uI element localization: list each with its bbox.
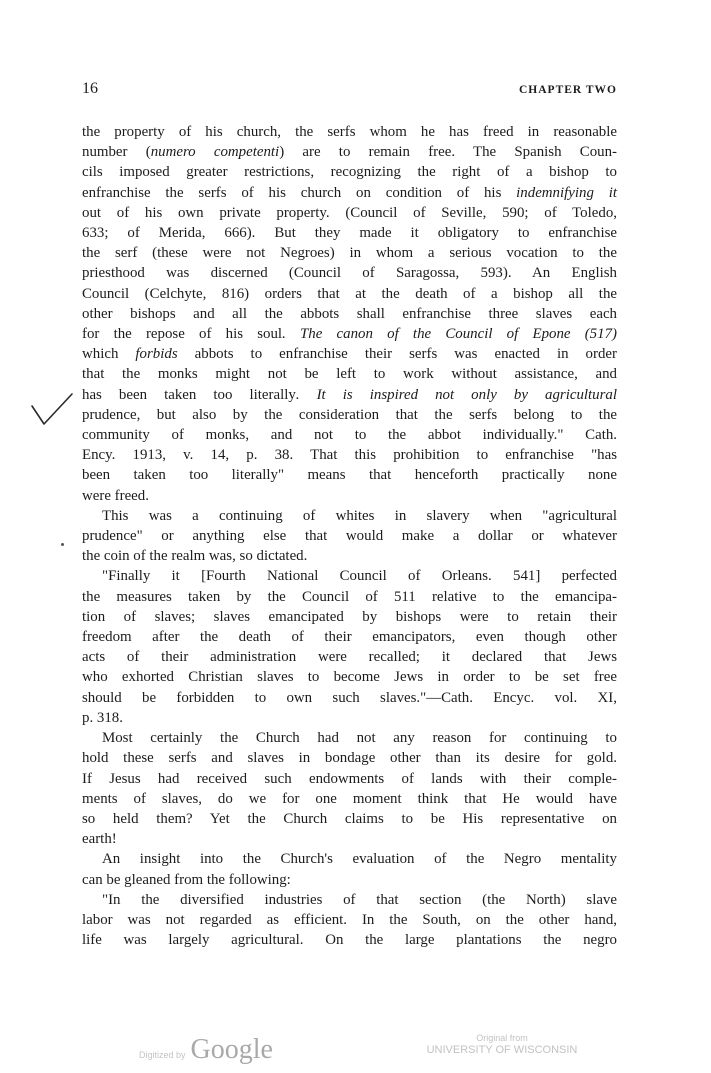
text-line: freedom after the death of their emancipators, even though other (82, 629, 617, 646)
text-segment: number ( (82, 144, 151, 161)
original-from-watermark (417, 1033, 587, 1056)
text-line: This was a continuing of whites in slavery when "agricultural (102, 507, 617, 524)
italic-text: . It is inspired not only by agricultural (295, 386, 617, 403)
text-line: "Finally it [Fourth National Council of Orleans. 541] perfected (102, 568, 617, 585)
text-line: priesthood was discerned (Council of Saragossa, 593). An English (82, 265, 617, 282)
text-line: p. 318. (82, 709, 123, 726)
text-line: were freed. (82, 487, 149, 504)
text-line: who exhorted Christian slaves to become Jews in order to be set free (82, 669, 617, 686)
paragraph-4 (82, 728, 617, 849)
handwritten-check-mark-icon (30, 392, 74, 426)
paragraph-5 (82, 849, 617, 889)
text-line (82, 324, 617, 344)
text-segment: ) are to remain free. The Spanish Coun- (279, 144, 618, 161)
italic-text: indemnifying it (516, 184, 617, 201)
text-line: community of monks, and not to the abbot individually." Cath. (82, 427, 617, 444)
text-line: prudence, but also by the consideration that the serfs belong to the (82, 406, 617, 423)
text-line: labor was not regarded as efficient. In the South, on the other hand, (82, 911, 617, 928)
text-line: If Jesus had received such endowments of lands with their comple- (82, 770, 617, 787)
text-line: the measures taken by the Council of 511 relative to the emancipa- (82, 588, 617, 605)
text-line: ments of slaves, do we for one moment think that He would have (82, 790, 617, 807)
paragraph-3 (82, 566, 617, 728)
text-line: cils imposed greater restrictions, recognizing the right of a bishop to (82, 164, 617, 181)
text-segment: for the repose of his soul (82, 326, 283, 343)
text-line: out of his own private property. (Council of Seville, 590; of Toledo, (82, 204, 617, 221)
text-line: can be gleaned from the following: (82, 871, 291, 888)
text-line: earth! (82, 831, 117, 848)
text-line: hold these serfs and slaves in bondage other than its desire for gold. (82, 750, 617, 767)
paragraph-2 (82, 506, 617, 567)
paragraph-6 (82, 890, 617, 951)
text-line: been taken too literally" means that henceforth practically none (82, 467, 617, 484)
text-line: 633; of Merida, 666). But they made it obligatory to enfranchise (82, 225, 617, 242)
italic-text: forbids (135, 346, 178, 363)
text-line (82, 142, 617, 162)
text-line: the coin of the realm was, so dictated. (82, 548, 308, 565)
running-head: CHAPTER TWO (518, 84, 617, 96)
text-line: Council (Celchyte, 816) orders that at the death of a bishop all the (82, 285, 617, 302)
italic-text: . The canon of the Council of Epone (517) (282, 326, 617, 343)
university-label: UNIVERSITY OF WISCONSIN (426, 1044, 578, 1056)
text-line: acts of their administration were recalled; it declared that Jews (82, 649, 617, 666)
text-line: life was largely agricultural. On the large plantations the negro (82, 932, 617, 949)
text-line: other bishops and all the abbots shall enfranchise three slaves each (82, 305, 617, 322)
paragraph-1 (82, 122, 617, 506)
margin-dot-mark (61, 543, 64, 546)
italic-text: numero competenti (150, 144, 280, 161)
text-segment: has been taken too literally (82, 386, 296, 403)
digitized-by-watermark (139, 1034, 273, 1066)
text-segment: abbots to enfranchise their serfs was enacted in order (177, 346, 617, 363)
text-line: "In the diversified industries of that section (the North) slave (102, 891, 617, 908)
text-line: Most certainly the Church had not any reason for continuing to (102, 730, 617, 747)
text-line (82, 385, 617, 405)
original-from-label: Original from (476, 1033, 528, 1043)
text-line: should be forbidden to own such slaves."—Cath. Encyc. vol. XI, (82, 689, 617, 706)
text-line: An insight into the Church's evaluation of the Negro mentality (102, 851, 617, 868)
text-line: that the monks might not be left to work without assistance, and (82, 366, 617, 383)
page-number: 16 (82, 80, 98, 97)
text-line: tion of slaves; slaves emancipated by bishops were to retain their (82, 608, 617, 625)
text-line (82, 344, 617, 364)
text-line: Ency. 1913, v. 14, p. 38. That this prohibition to enfranchise "has (82, 447, 617, 464)
digitized-by-label: Digitized by (139, 1050, 186, 1060)
text-segment: which (82, 346, 136, 363)
text-segment: enfranchise the serfs of his church on condition of his (82, 184, 517, 201)
text-line: the serf (these were not Negroes) in whom a serious vocation to the (82, 245, 617, 262)
text-line: the property of his church, the serfs whom he has freed in reasonable (82, 124, 617, 140)
text-line: prudence" or anything else that would make a dollar or whatever (82, 528, 617, 545)
body-text (82, 122, 617, 950)
text-line: so held them? Yet the Church claims to be His representative on (82, 810, 617, 827)
text-line (82, 183, 617, 203)
google-logo: Google (190, 1034, 273, 1065)
